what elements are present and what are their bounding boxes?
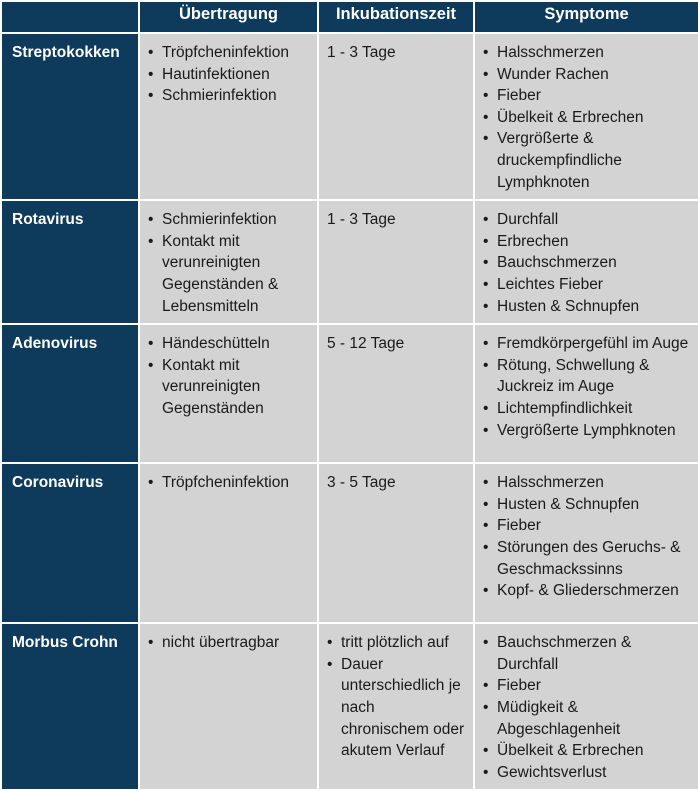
table-row xyxy=(1,463,698,623)
symptoms-cell xyxy=(474,463,698,623)
transmission-cell xyxy=(139,623,318,790)
incubation-cell xyxy=(318,33,474,200)
table-row xyxy=(1,200,698,324)
transmission-cell xyxy=(139,200,318,324)
list-item: • Müdigkeit & Abgeschlagenheit xyxy=(483,697,690,740)
incubation-text: 5 - 12 Tage xyxy=(327,335,405,353)
header-symptoms: Symptome xyxy=(474,1,698,33)
list-item: • Lichtempfindlichkeit xyxy=(483,398,690,420)
incubation-text: 1 - 3 Tage xyxy=(327,211,396,229)
list-item: • Fieber xyxy=(483,85,690,107)
list-item: • Halsschmerzen xyxy=(483,42,690,64)
list-item: • Störungen des Geruchs- & Geschmackssinns xyxy=(483,537,690,580)
list-item: • Fremdkörpergefühl im Auge xyxy=(483,333,690,355)
list-item: • Kontakt mit verunreinigten Gegenständen & Lebensmitteln xyxy=(148,231,309,317)
transmission-cell xyxy=(139,33,318,200)
list-item: • Tröpfcheninfektion xyxy=(148,472,309,494)
list-item: • Leichtes Fieber xyxy=(483,274,690,296)
symptoms-cell xyxy=(474,324,698,463)
header-transmission: Übertragung xyxy=(139,1,318,33)
transmission-list xyxy=(148,632,309,654)
header-corner xyxy=(1,1,139,33)
table-row xyxy=(1,623,698,790)
symptoms-list xyxy=(483,333,690,441)
list-item: • Vergrößerte Lymphknoten xyxy=(483,420,690,442)
list-item: • Husten & Schnupfen xyxy=(483,296,690,318)
list-item: • tritt plötzlich auf xyxy=(327,632,465,654)
transmission-list xyxy=(148,472,309,494)
transmission-list xyxy=(148,209,309,317)
symptoms-list xyxy=(483,209,690,317)
disease-name: Rotavirus xyxy=(1,200,139,324)
list-item: • Erbrechen xyxy=(483,231,690,253)
table-row xyxy=(1,33,698,200)
incubation-text: 3 - 5 Tage xyxy=(327,474,396,492)
symptoms-cell xyxy=(474,200,698,324)
list-item: • Schmierinfektion xyxy=(148,85,309,107)
list-item: • Bauchschmerzen xyxy=(483,252,690,274)
list-item: • Husten & Schnupfen xyxy=(483,494,690,516)
list-item: • Fieber xyxy=(483,675,690,697)
incubation-cell xyxy=(318,623,474,790)
list-item: • Rötung, Schwellung & Juckreiz im Auge xyxy=(483,355,690,398)
transmission-cell xyxy=(139,324,318,463)
list-item: • Durchfall xyxy=(483,209,690,231)
list-item: • Übelkeit & Erbrechen xyxy=(483,740,690,762)
incubation-cell xyxy=(318,200,474,324)
list-item: • Dauer unterschiedlich je nach chronischem oder akutem Verlauf xyxy=(327,654,465,762)
list-item: • Hautinfektionen xyxy=(148,64,309,86)
list-item: • Tröpfcheninfektion xyxy=(148,42,309,64)
list-item: • Händeschütteln xyxy=(148,333,309,355)
list-item: • Gewichtsverlust xyxy=(483,762,690,784)
transmission-cell xyxy=(139,463,318,623)
symptoms-list xyxy=(483,472,690,602)
list-item: • Kontakt mit verunreinigten Gegenständen xyxy=(148,355,309,420)
list-item: • Bauchschmerzen & Durchfall xyxy=(483,632,690,675)
header-row xyxy=(1,1,698,33)
disease-name: Morbus Crohn xyxy=(1,623,139,790)
list-item: • nicht übertragbar xyxy=(148,632,309,654)
disease-name: Coronavirus xyxy=(1,463,139,623)
list-item: • Schmierinfektion xyxy=(148,209,309,231)
incubation-list xyxy=(327,632,465,762)
incubation-cell xyxy=(318,463,474,623)
transmission-list xyxy=(148,42,309,107)
list-item: • Halsschmerzen xyxy=(483,472,690,494)
incubation-text: 1 - 3 Tage xyxy=(327,44,396,61)
list-item: • Übelkeit & Erbrechen xyxy=(483,107,690,129)
incubation-cell xyxy=(318,324,474,463)
list-item: • Kopf- & Gliederschmerzen xyxy=(483,580,690,602)
symptoms-list xyxy=(483,42,690,193)
disease-name: Adenovirus xyxy=(1,324,139,463)
list-item: • Fieber xyxy=(483,515,690,537)
symptoms-cell xyxy=(474,33,698,200)
table-row xyxy=(1,324,698,463)
list-item: • Wunder Rachen xyxy=(483,64,690,86)
disease-name: Streptokokken xyxy=(1,33,139,200)
list-item: • Vergrößerte & druckempfindliche Lymphknoten xyxy=(483,128,690,193)
symptoms-cell xyxy=(474,623,698,790)
header-incubation: Inkubationszeit xyxy=(318,1,474,33)
transmission-list xyxy=(148,333,309,419)
symptoms-list xyxy=(483,632,690,783)
